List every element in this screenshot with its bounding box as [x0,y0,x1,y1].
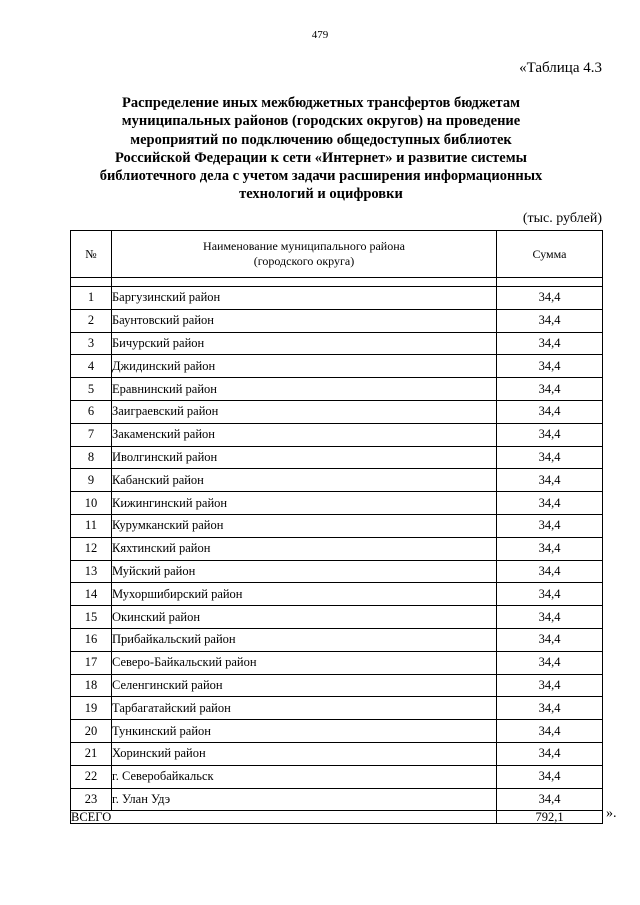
row-number: 6 [71,400,112,423]
row-number: 21 [71,742,112,765]
row-sum: 34,4 [497,446,603,469]
document-title: Распределение иных межбюджетных трансфертов бюджетам муниципальных районов (городских округов) на проведение мероприятий по подключению общедоступных библиотек Российской Федерации к сети «Интернет» и развитие системы библиотечного дела с учетом задачи расширения информационных технологий и оцифровки [99,95,543,203]
table-header-row [71,231,603,278]
row-name: Хоринский район [112,742,497,765]
table-row [71,651,603,674]
table-row [71,788,603,811]
row-number: 5 [71,378,112,401]
row-sum: 34,4 [497,514,603,537]
table-body [71,278,603,824]
row-sum: 34,4 [497,423,603,446]
header-number: № [71,231,112,278]
header-name-line2: (городского округа) [253,254,355,268]
distribution-table [70,230,603,824]
row-sum: 34,4 [497,492,603,515]
row-name: Баунтовский район [112,309,497,332]
total-sum: 792,1 [497,811,603,824]
table-row [71,446,603,469]
spacer-cell [71,278,112,287]
row-number: 3 [71,332,112,355]
header-name [112,231,497,278]
table-spacer-row [71,278,603,287]
row-number: 11 [71,514,112,537]
row-number: 22 [71,765,112,788]
table-row [71,742,603,765]
row-name: Заиграевский район [112,400,497,423]
row-sum: 34,4 [497,583,603,606]
table-row [71,560,603,583]
row-name: Курумканский район [112,514,497,537]
row-sum: 34,4 [497,697,603,720]
row-sum: 34,4 [497,628,603,651]
table-row [71,287,603,310]
row-name: г. Северобайкальск [112,765,497,788]
row-number: 10 [71,492,112,515]
units-label: (тыс. рублей) [522,211,602,226]
table-reference: «Таблица 4.3 [519,60,602,76]
row-number: 13 [71,560,112,583]
table-row [71,628,603,651]
table-row [71,765,603,788]
row-number: 4 [71,355,112,378]
header-name-line1: Наименование муниципального района [203,239,405,253]
page-number: 479 [311,29,329,41]
row-sum: 34,4 [497,287,603,310]
row-name: Кабанский район [112,469,497,492]
row-sum: 34,4 [497,537,603,560]
row-name: Баргузинский район [112,287,497,310]
row-name: Кяхтинский район [112,537,497,560]
row-number: 8 [71,446,112,469]
row-sum: 34,4 [497,332,603,355]
table-row [71,355,603,378]
table-row [71,400,603,423]
row-sum: 34,4 [497,651,603,674]
row-number: 20 [71,720,112,743]
row-number: 23 [71,788,112,811]
table-row [71,332,603,355]
row-name: Кижингинский район [112,492,497,515]
table-row [71,674,603,697]
row-name: Иволгинский район [112,446,497,469]
row-sum: 34,4 [497,606,603,629]
row-number: 7 [71,423,112,446]
row-number: 16 [71,628,112,651]
table-row [71,423,603,446]
closing-quote: ». [606,806,617,821]
row-sum: 34,4 [497,720,603,743]
row-name: Бичурский район [112,332,497,355]
row-name: Тарбагатайский район [112,697,497,720]
table-row [71,514,603,537]
total-label: ВСЕГО [71,811,497,824]
row-sum: 34,4 [497,309,603,332]
table-row [71,537,603,560]
row-name: Джидинский район [112,355,497,378]
row-sum: 34,4 [497,355,603,378]
table-row [71,606,603,629]
table-row [71,378,603,401]
row-number: 17 [71,651,112,674]
row-sum: 34,4 [497,469,603,492]
row-sum: 34,4 [497,742,603,765]
table-row [71,469,603,492]
table-row [71,309,603,332]
row-name: Окинский район [112,606,497,629]
row-number: 14 [71,583,112,606]
row-number: 1 [71,287,112,310]
row-name: г. Улан Удэ [112,788,497,811]
table-row [71,720,603,743]
row-name: Закаменский район [112,423,497,446]
row-number: 19 [71,697,112,720]
row-name: Тункинский район [112,720,497,743]
row-sum: 34,4 [497,788,603,811]
row-name: Прибайкальский район [112,628,497,651]
row-sum: 34,4 [497,674,603,697]
row-number: 9 [71,469,112,492]
table-row [71,697,603,720]
total-row [71,811,603,824]
header-sum: Сумма [497,231,603,278]
row-name: Муйский район [112,560,497,583]
row-name: Северо-Байкальский район [112,651,497,674]
row-number: 15 [71,606,112,629]
row-number: 12 [71,537,112,560]
row-sum: 34,4 [497,378,603,401]
row-name: Селенгинский район [112,674,497,697]
row-number: 2 [71,309,112,332]
row-number: 18 [71,674,112,697]
spacer-cell [497,278,603,287]
table-row [71,583,603,606]
table-row [71,492,603,515]
row-name: Мухоршибирский район [112,583,497,606]
row-sum: 34,4 [497,400,603,423]
spacer-cell [112,278,497,287]
row-sum: 34,4 [497,560,603,583]
row-name: Еравнинский район [112,378,497,401]
row-sum: 34,4 [497,765,603,788]
